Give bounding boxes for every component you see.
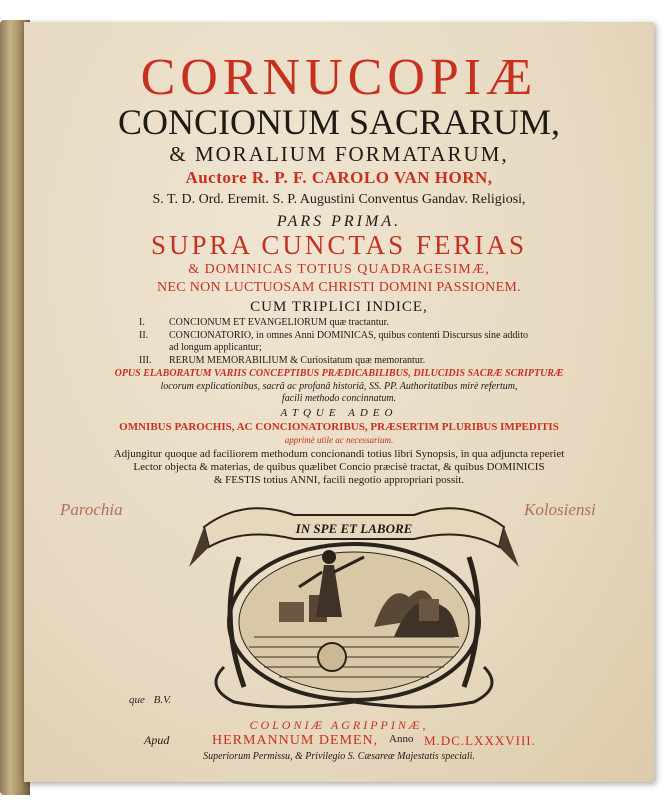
index-text: ad longum applicantur;	[169, 342, 262, 353]
handwritten-ownership-left: Parochia	[60, 500, 123, 519]
anno-text: Anno	[389, 733, 414, 745]
library-stamp	[129, 694, 171, 706]
permission-line: Superiorum Permissu, & Privilegio S. Cæsareæ Majestatis speciali.	[203, 751, 475, 762]
publisher-name: HERMANNUM DEMEN,	[212, 733, 379, 748]
index-number: I.	[139, 317, 145, 328]
apprime-line: apprimè utile ac necessarium.	[284, 435, 394, 445]
part-line: PARS PRIMA.	[276, 213, 402, 230]
banner-motto: IN SPE ET LABORE	[295, 521, 413, 536]
book-title: CORNUCOPIÆ	[140, 49, 538, 106]
index-item	[139, 331, 528, 341]
index-text: RERUM MEMORABILIUM & Curiositatum quæ memorantur.	[169, 355, 426, 366]
title-page	[24, 22, 654, 782]
omnibus-line: OMNIBUS PAROCHIS, AC CONCIONATORIBUS, PRÆSERTIM PLURIBUS IMPEDITIS	[119, 421, 559, 433]
indices-heading: CUM TRIPLICI INDICE,	[250, 299, 428, 315]
affiliation-line: S. T. D. Ord. Eremit. S. P. Augustini Conventus Gandav. Religiosi,	[152, 192, 526, 207]
opus-line-2: locorum explicationibus, sacrâ ac profanâ historiâ, SS. PP. Authoritatibus mirè refertum,	[160, 381, 518, 392]
author-line: Auctore R. P. F. CAROLO VAN HORN,	[185, 168, 493, 187]
index-item	[139, 356, 425, 366]
subtitle-moralium: & MORALIUM FORMATARUM,	[169, 142, 509, 166]
opus-line-3: facili methodo concinnatum.	[281, 393, 397, 404]
index-number: III.	[139, 355, 152, 366]
stamp-text: B.V.	[153, 694, 172, 706]
adjungitur-line-3: & FESTIS totius ANNI, facili negotio appropriari possit.	[213, 474, 465, 486]
handwritten-ownership-right: Kolosiensi	[524, 500, 596, 519]
atque-adeo: ATQUE ADEO	[280, 407, 398, 419]
index-number: II.	[139, 330, 149, 341]
index-text: CONCIONATORIO, in omnes Anni DOMINICAS, quibus contenti Discursus sine addito	[169, 330, 528, 341]
adjungitur-line-1: Adjungitur quoque ad faciliorem methodum concionandi totius libri Synopsis, in qua adjuncta reperiet	[113, 448, 565, 460]
subtitle-concionum: CONCIONUM SACRARUM,	[117, 102, 561, 142]
imprint-city: COLONIÆ AGRIPPINÆ,	[249, 718, 429, 732]
dominicas-line: & DOMINICAS TOTIUS QUADRAGESIMÆ,	[188, 262, 490, 277]
supra-line: SUPRA CUNCTAS FERIAS	[151, 230, 527, 260]
opus-line: OPUS ELABORATUM VARIIS CONCEPTIBUS PRÆDICABILIBUS, DILUCIDIS SACRÆ SCRIPTURÆ	[114, 368, 564, 379]
passion-line: NEC NON LUCTUOSAM CHRISTI DOMINI PASSIONEM.	[157, 280, 521, 295]
stamp-left-text: que	[129, 694, 145, 706]
index-text: CONCIONUM ET EVANGELIORUM quæ tractantur.	[169, 317, 389, 328]
printers-device-engraving	[184, 487, 524, 712]
apud-text: Apud	[144, 733, 170, 747]
adjungitur-line-2: Lector objecta & materias, de quibus quælibet Concio præcisè tractat, & quibus DOMINICIS	[133, 461, 545, 473]
imprint-year: M.DC.LXXXVIII.	[424, 733, 536, 748]
index-item	[139, 343, 262, 353]
index-item	[139, 318, 389, 328]
